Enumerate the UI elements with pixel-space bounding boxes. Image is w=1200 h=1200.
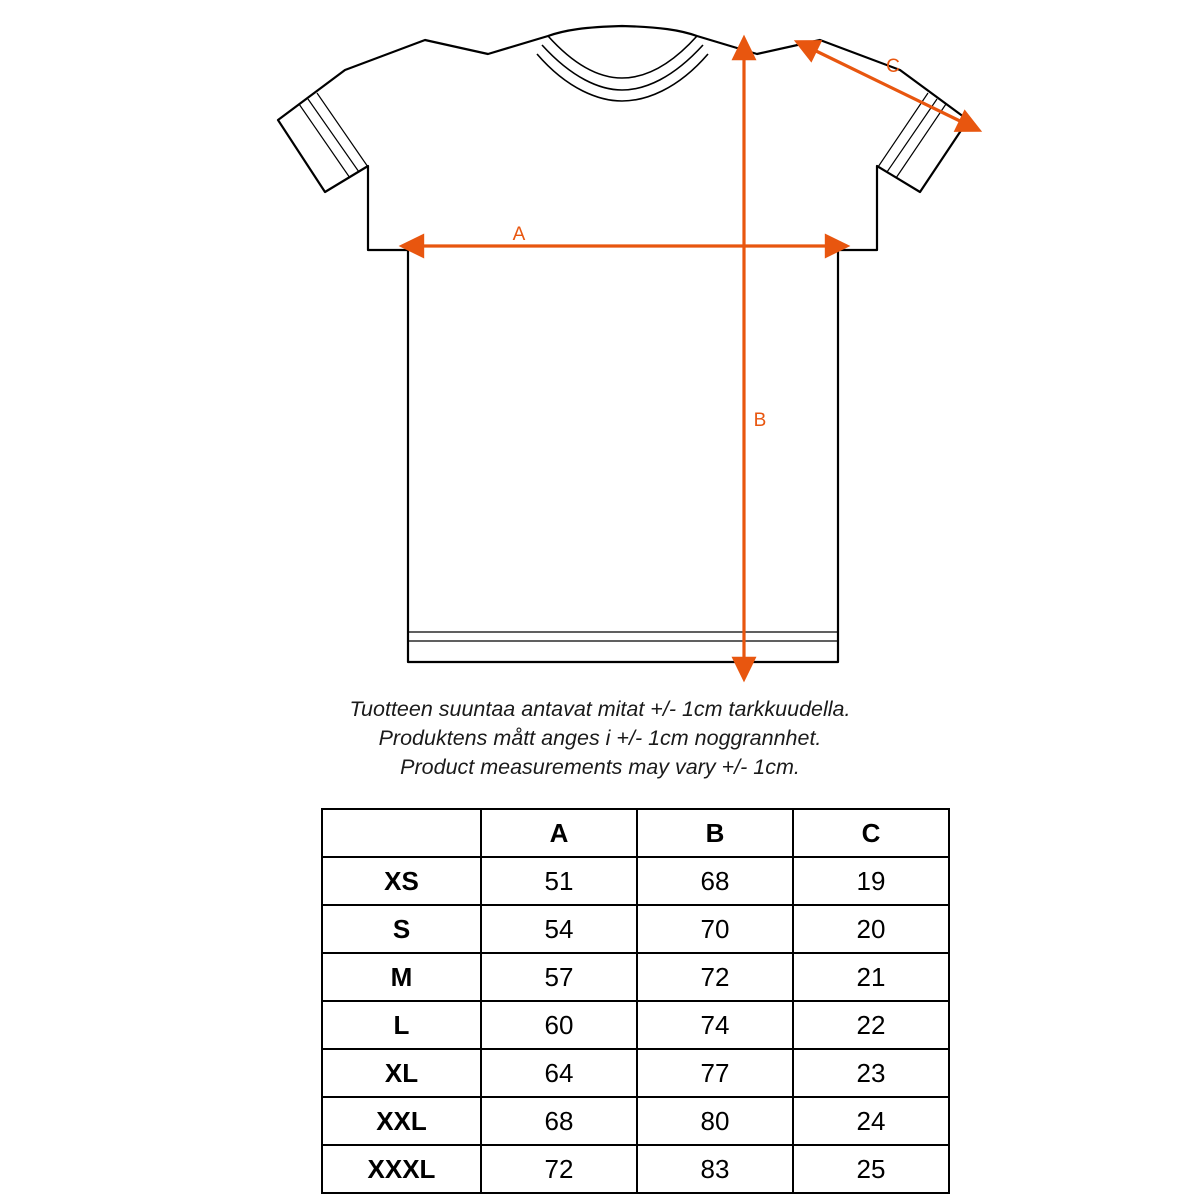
row-xxxl-b: 83 [637,1145,793,1193]
row-size-xxl: XXL [322,1097,481,1145]
table-row [322,1097,949,1145]
row-xxl-c: 24 [793,1097,949,1145]
dimension-label-a: A [512,224,526,245]
table-header-row [322,809,949,857]
row-size-xxxl: XXXL [322,1145,481,1193]
row-l-a: 60 [481,1001,637,1049]
table-row [322,1001,949,1049]
row-s-c: 20 [793,905,949,953]
row-xs-a: 51 [481,857,637,905]
row-m-b: 72 [637,953,793,1001]
row-size-xs: XS [322,857,481,905]
row-xl-c: 23 [793,1049,949,1097]
note-line-swedish: Produktens mått anges i +/- 1cm noggrannhet. [378,726,822,750]
dimension-label-c: C [886,56,900,77]
row-s-b: 70 [637,905,793,953]
table-row [322,905,949,953]
row-m-c: 21 [793,953,949,1001]
row-l-b: 74 [637,1001,793,1049]
table-row [322,1049,949,1097]
row-xs-c: 19 [793,857,949,905]
row-size-s: S [322,905,481,953]
row-size-l: L [322,1001,481,1049]
row-xs-b: 68 [637,857,793,905]
table-row [322,953,949,1001]
row-s-a: 54 [481,905,637,953]
note-line-finnish: Tuotteen suuntaa antavat mitat +/- 1cm tarkkuudella. [349,697,851,721]
note-line-english: Product measurements may vary +/- 1cm. [400,755,800,779]
header-corner [322,809,481,857]
row-xl-a: 64 [481,1049,637,1097]
size-table-container [321,808,941,1194]
measurement-notes [0,695,1200,782]
dimension-label-b: B [753,410,767,431]
tshirt-outline [278,26,968,662]
row-xl-b: 77 [637,1049,793,1097]
row-size-xl: XL [322,1049,481,1097]
row-xxxl-c: 25 [793,1145,949,1193]
row-m-a: 57 [481,953,637,1001]
row-l-c: 22 [793,1001,949,1049]
header-a: A [481,809,637,857]
table-row [322,1145,949,1193]
row-xxl-a: 68 [481,1097,637,1145]
header-b: B [637,809,793,857]
row-size-m: M [322,953,481,1001]
row-xxl-b: 80 [637,1097,793,1145]
table-row [322,857,949,905]
size-chart-table [321,808,950,1194]
header-c: C [793,809,949,857]
row-xxxl-a: 72 [481,1145,637,1193]
